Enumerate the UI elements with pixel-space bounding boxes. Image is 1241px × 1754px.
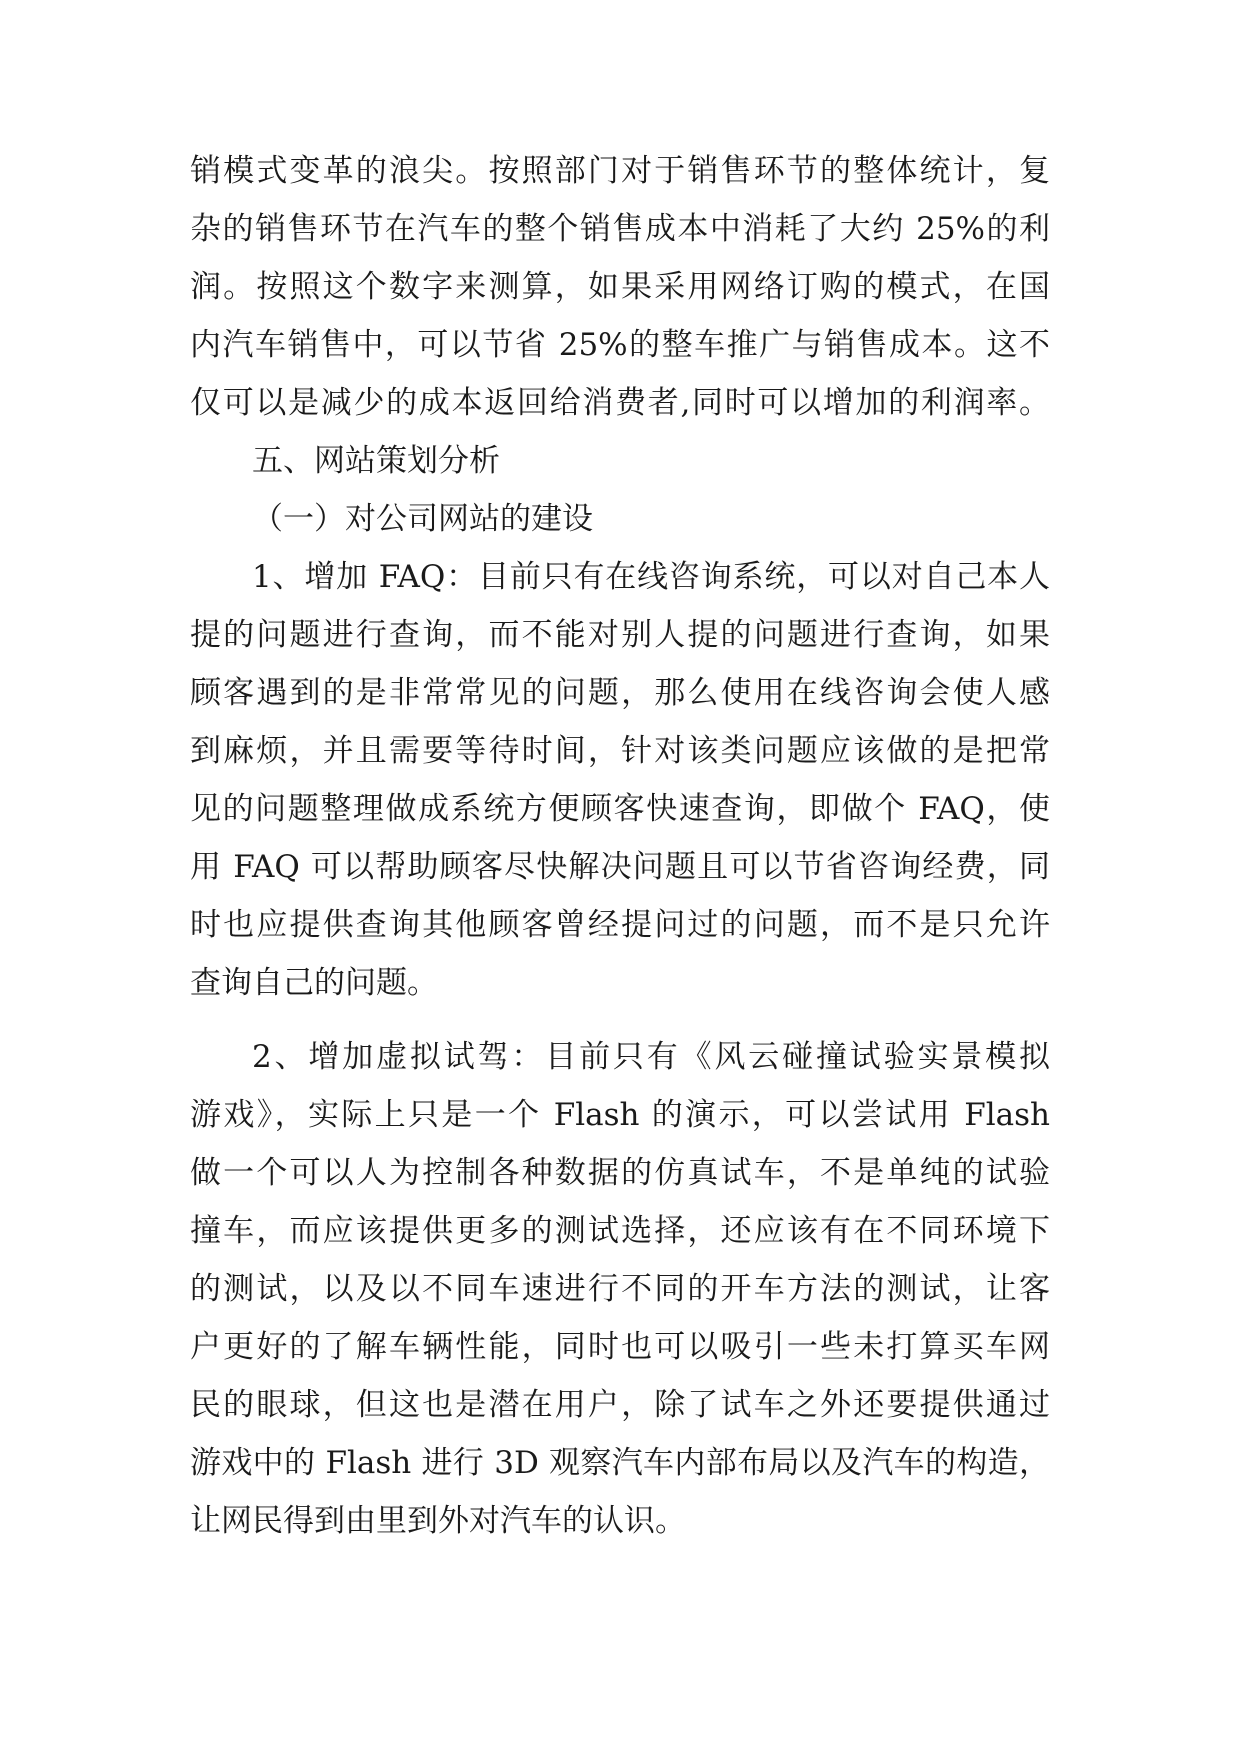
text-line: 2、增加虚拟试驾：目前只有《风云碰撞试验实景模拟 bbox=[252, 1039, 1050, 1075]
text-line: 让网民得到由里到外对汽车的认识。 bbox=[190, 1503, 686, 1539]
text-line: 户更好的了解车辆性能，同时也可以吸引一些未打算买车网 bbox=[190, 1329, 1050, 1365]
text-line: 1、增加 FAQ：目前只有在线咨询系统，可以对自己本人 bbox=[252, 559, 1050, 595]
subsection-heading: （一）对公司网站的建设 bbox=[252, 501, 593, 537]
text-line: 到麻烦，并且需要等待时间，针对该类问题应该做的是把常 bbox=[190, 733, 1050, 769]
text-line: 时也应提供查询其他顾客曾经提问过的问题，而不是只允许 bbox=[190, 907, 1050, 943]
text-line: 撞车，而应该提供更多的测试选择，还应该有在不同环境下 bbox=[190, 1213, 1050, 1249]
text-line: 做一个可以人为控制各种数据的仿真试车，不是单纯的试验 bbox=[190, 1155, 1050, 1191]
text-line: 内汽车销售中，可以节省 25%的整车推广与销售成本。这不 bbox=[190, 327, 1050, 363]
section-heading: 五、网站策划分析 bbox=[252, 443, 500, 479]
text-line: 游戏中的 Flash 进行 3D 观察汽车内部布局以及汽车的构造， bbox=[190, 1445, 1050, 1481]
text-line: 见的问题整理做成系统方便顾客快速查询，即做个 FAQ，使 bbox=[190, 791, 1050, 827]
text-line: 用 FAQ 可以帮助顾客尽快解决问题且可以节省咨询经费，同 bbox=[190, 849, 1050, 885]
text-line: 仅可以是减少的成本返回给消费者,同时可以增加的利润率。 bbox=[190, 385, 1050, 421]
text-line: 销模式变革的浪尖。按照部门对于销售环节的整体统计，复 bbox=[190, 153, 1050, 189]
text-line: 游戏》，实际上只是一个 Flash 的演示，可以尝试用 Flash bbox=[190, 1097, 1050, 1133]
text-line: 杂的销售环节在汽车的整个销售成本中消耗了大约 25%的利 bbox=[190, 211, 1050, 247]
text-line: 民的眼球，但这也是潜在用户，除了试车之外还要提供通过 bbox=[190, 1387, 1050, 1423]
text-line: 润。按照这个数字来测算，如果采用网络订购的模式，在国 bbox=[190, 269, 1050, 305]
text-line: 提的问题进行查询，而不能对别人提的问题进行查询，如果 bbox=[190, 617, 1050, 653]
text-line: 的测试，以及以不同车速进行不同的开车方法的测试，让客 bbox=[190, 1271, 1050, 1307]
text-line: 查询自己的问题。 bbox=[190, 965, 438, 1001]
text-line: 顾客遇到的是非常常见的问题，那么使用在线咨询会使人感 bbox=[190, 675, 1050, 711]
